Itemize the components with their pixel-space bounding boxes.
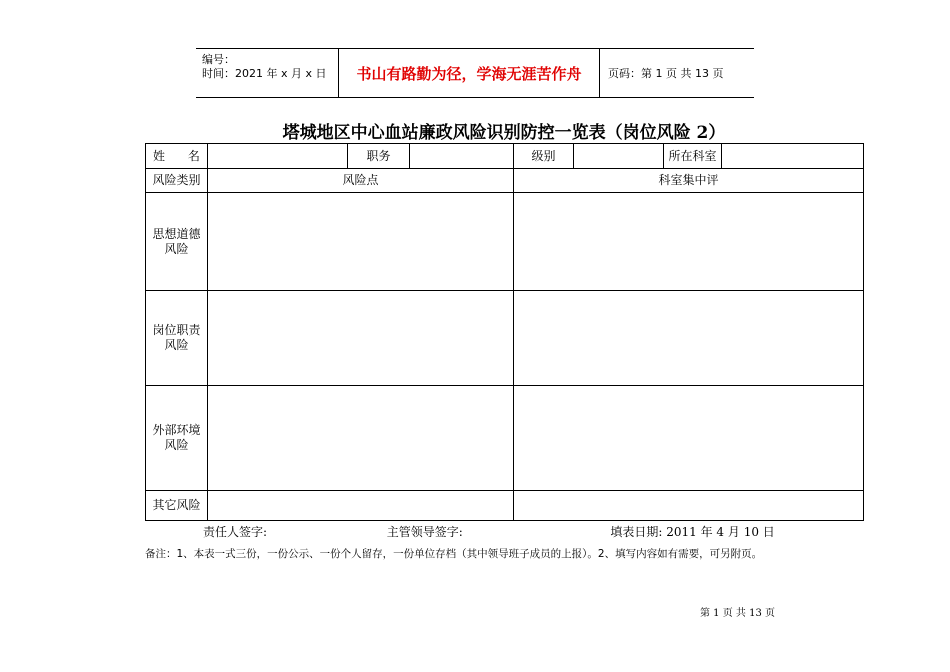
level-field[interactable]	[574, 144, 664, 169]
header-row	[146, 169, 864, 193]
dept-review-cell[interactable]	[514, 491, 864, 521]
risk-category-cell	[146, 491, 208, 521]
position-field[interactable]	[410, 144, 514, 169]
risk-row	[146, 193, 864, 291]
risk-category-cell	[146, 193, 208, 291]
risk-table	[145, 143, 864, 521]
dept-review-cell[interactable]	[514, 193, 864, 291]
signature-line	[203, 523, 775, 540]
risk-category-line1: 其它风险	[152, 498, 201, 512]
dept-review-cell[interactable]	[514, 291, 864, 386]
risk-category-line2: 风险	[164, 338, 189, 352]
category-header: 风险类别	[146, 169, 208, 193]
responsible-sign-label: 责任人签字:	[203, 525, 268, 539]
risk-row	[146, 291, 864, 386]
header-page-info: 页码：第 1 页 共 13 页	[608, 67, 724, 80]
fill-date-label: 填表日期: 2011 年 4 月 10 日	[610, 525, 775, 539]
risk-category-line2: 风险	[164, 241, 189, 256]
risk-row	[146, 491, 864, 521]
risk-category-cell	[146, 386, 208, 491]
level-label: 级别	[514, 144, 574, 169]
risk-category-line1: 思想道德	[152, 226, 201, 241]
dept-review-header: 科室集中评	[514, 169, 864, 193]
position-label: 职务	[348, 144, 410, 169]
dept-field[interactable]	[722, 144, 864, 169]
risk-point-cell[interactable]	[208, 193, 514, 291]
time-label: 时间：2021 年 x 月 x 日	[202, 67, 327, 80]
document-title: 塔城地区中心血站廉政风险识别防控一览表（岗位风险 2）	[282, 123, 726, 143]
risk-category-line1: 岗位职责	[152, 323, 201, 337]
risk-row	[146, 386, 864, 491]
risk-category-line2: 风险	[164, 438, 189, 452]
name-label: 姓 名	[146, 144, 208, 169]
risk-point-cell[interactable]	[208, 386, 514, 491]
page-number: 第 1 页 共 13 页	[700, 608, 775, 619]
header-motto: 书山有路勤为径，学海无涯苦作舟	[338, 49, 600, 97]
number-label: 编号：	[202, 53, 235, 66]
risk-category-cell	[146, 291, 208, 386]
risk-category-line1: 外部环境	[152, 423, 201, 437]
risk-point-cell[interactable]	[208, 291, 514, 386]
dept-label: 所在科室	[664, 144, 722, 169]
risk-point-cell[interactable]	[208, 491, 514, 521]
header-meta	[196, 49, 338, 97]
dept-review-cell[interactable]	[514, 386, 864, 491]
name-field[interactable]	[208, 144, 348, 169]
risk-point-header: 风险点	[208, 169, 514, 193]
leader-sign-label: 主管领导签字:	[386, 525, 463, 539]
info-row	[146, 144, 864, 169]
header-strip	[196, 48, 754, 98]
remark-note: 备注：1、本表一式三份，一份公示、一份个人留存，一份单位存档（其中领导班子成员的上报）。2、填写内容如有需要，可另附页。	[145, 548, 763, 560]
